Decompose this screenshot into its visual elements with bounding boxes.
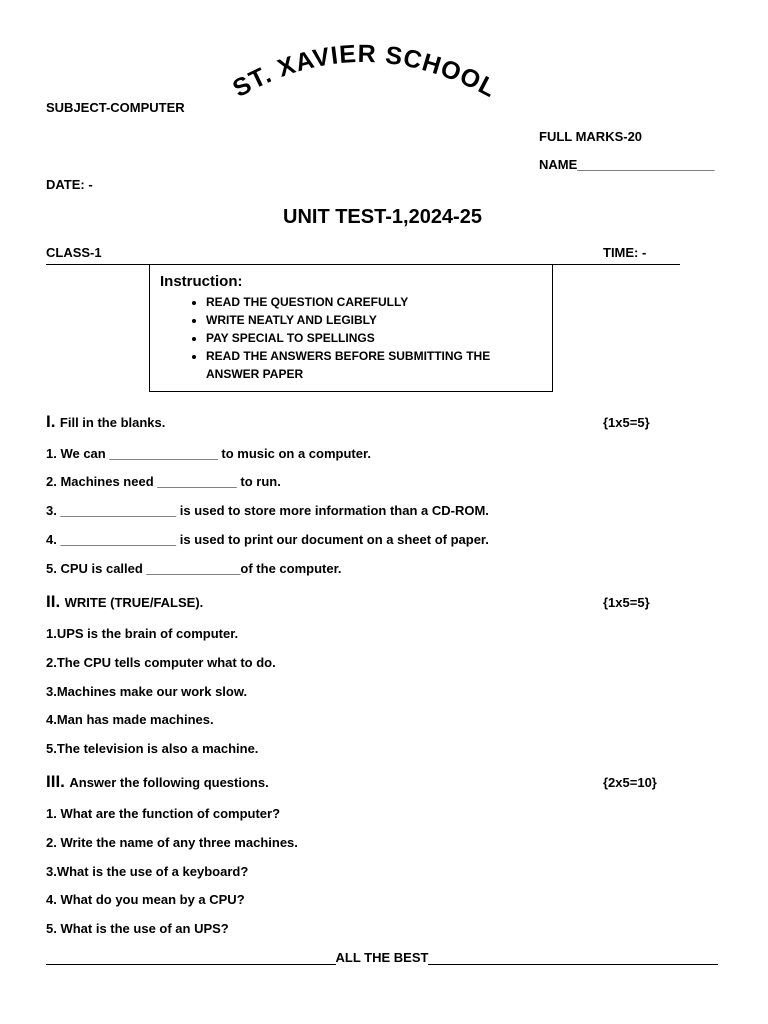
footer-rule-left <box>46 951 336 965</box>
section-3-marks: {2x5=10} <box>603 775 657 790</box>
footer <box>46 950 718 965</box>
instruction-item: • PAY SPECIAL TO SPELLINGS <box>206 329 546 347</box>
section-2-marks: {1x5=5} <box>603 595 650 610</box>
footer-text: ALL THE BEST <box>335 950 429 965</box>
section-number: I. <box>46 412 56 431</box>
instruction-item: • READ THE ANSWERS BEFORE SUBMITTING THE ANSWER PAPER <box>206 347 546 383</box>
instruction-box <box>149 264 553 392</box>
section-3-heading <box>46 772 269 792</box>
section-number: II. <box>46 592 61 611</box>
question-item: 2.The CPU tells computer what to do. <box>46 655 276 670</box>
class-label: CLASS-1 <box>46 245 102 260</box>
question-item: 5. What is the use of an UPS? <box>46 921 229 936</box>
section-1-marks: {1x5=5} <box>603 415 650 430</box>
question-item: 3.Machines make our work slow. <box>46 684 248 699</box>
question-item: 1. What are the function of computer? <box>46 806 281 821</box>
question-item: 4.Man has made machines. <box>46 712 214 727</box>
question-item: 4. What do you mean by a CPU? <box>46 892 245 907</box>
footer-rule-right <box>428 951 718 965</box>
question-item: 5. CPU is called _____________of the computer. <box>46 561 342 576</box>
instruction-title: Instruction: <box>160 273 243 290</box>
school-name-arc <box>210 30 520 110</box>
instruction-item: • READ THE QUESTION CAREFULLY <box>206 293 546 311</box>
question-item: 5.The television is also a machine. <box>46 741 259 756</box>
name-field[interactable]: NAME___________________ <box>539 157 715 172</box>
instruction-item: • WRITE NEATLY AND LEGIBLY <box>206 311 546 329</box>
section-2-heading <box>46 592 203 612</box>
school-name: ST. XAVIER SCHOOL <box>228 39 502 104</box>
full-marks-label: FULL MARKS-20 <box>539 129 643 144</box>
section-1-heading <box>46 412 165 432</box>
section-title: WRITE (TRUE/FALSE). <box>64 595 204 610</box>
instruction-list <box>166 293 546 383</box>
question-item: 1. We can _______________ to music on a computer. <box>46 446 371 461</box>
section-title: Fill in the blanks. <box>59 415 166 430</box>
section-number: III. <box>46 772 65 791</box>
time-label: TIME: - <box>603 245 647 260</box>
date-label: DATE: - <box>46 177 93 192</box>
section-title: Answer the following questions. <box>69 775 269 790</box>
page-title: UNIT TEST-1,2024-25 <box>283 206 482 228</box>
subject-label: SUBJECT-COMPUTER <box>46 100 185 115</box>
question-item: 1.UPS is the brain of computer. <box>46 626 239 641</box>
question-item: 3.What is the use of a keyboard? <box>46 864 249 879</box>
question-item: 2. Machines need ___________ to run. <box>46 474 281 489</box>
question-item: 4. ________________ is used to print our document on a sheet of paper. <box>46 532 489 547</box>
question-item: 3. ________________ is used to store more information than a CD-ROM. <box>46 503 489 518</box>
question-item: 2. Write the name of any three machines. <box>46 835 298 850</box>
